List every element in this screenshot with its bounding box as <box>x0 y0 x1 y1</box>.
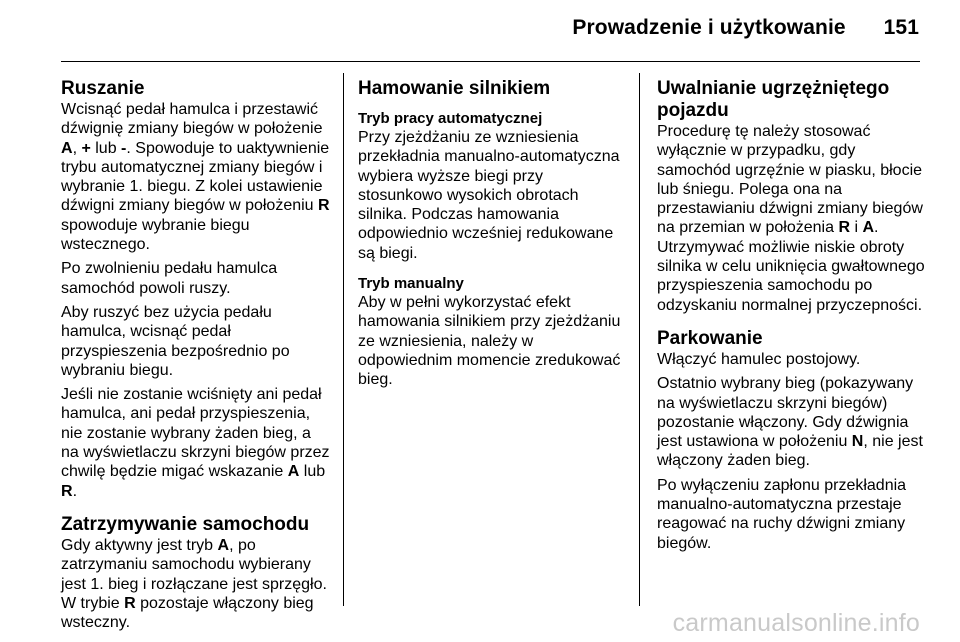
column-1 <box>61 78 333 637</box>
watermark: carmanualsonline.info <box>672 609 920 637</box>
position-letter: N <box>851 433 864 451</box>
position-letter: R <box>124 594 136 612</box>
text: i <box>850 219 863 237</box>
position-letter: R <box>838 219 850 237</box>
position-symbol: + <box>81 139 91 157</box>
position-letter: A <box>61 139 73 157</box>
position-letter: A <box>217 536 230 554</box>
paragraph: Aby ruszyć bez użycia pedału hamulca, wcisnąć pedał przyspieszenia bezpośrednio po wybraniu biegu. <box>61 303 290 379</box>
paragraph <box>61 100 333 254</box>
section-heading-ruszanie: Ruszanie <box>61 78 145 99</box>
position-letter: R <box>318 197 330 215</box>
page-header <box>0 16 919 40</box>
text: pozostaje włączony bieg wsteczny. <box>61 594 314 632</box>
text: Jeśli nie zostanie wciśnięty ani pedał hamulca, ani pedał przyspieszenia, nie zostanie wybrany żaden bieg, a na wyświetlaczu skrzyni biegów przez chwilę będzie migać wskazanie <box>61 386 330 481</box>
paragraph <box>61 385 333 501</box>
text: Ostatnio wybrany bieg (pokazywany na wyświetlaczu skrzyni biegów) pozostanie włączony. Gdy dźwignia jest ustawiona w położeniu <box>657 375 914 451</box>
position-letter: A <box>287 463 300 481</box>
text: Gdy aktywny jest tryb <box>61 536 218 554</box>
text: , po zatrzymaniu samochodu wybierany jest 1. bieg i rozłączane jest sprzęgło. W trybie <box>61 536 327 612</box>
paragraph: Aby w pełni wykorzystać efekt hamowania silnikiem przy zjeżdżaniu ze wzniesienia, należy w odpowiednim momencie zredukować bieg. <box>358 294 621 389</box>
section-zatrzymywanie <box>61 514 333 632</box>
column-divider-2 <box>639 73 640 606</box>
section-heading-zatrzymywanie: Zatrzymywanie samochodu <box>61 513 310 535</box>
paragraph <box>657 374 927 470</box>
text: . Spowoduje to uaktywnienie trybu automatycznej zmiany biegów i wybranie 1. biegu. Z kolei ustawienie dźwigni zmiany biegów w położeniu <box>61 139 330 215</box>
column-3 <box>657 78 927 558</box>
page-title: Prowadzenie i użytkowanie <box>572 16 846 39</box>
text: , nie jest włączony żaden bieg. <box>657 433 923 470</box>
subheading-manual-mode: Tryb manualny <box>358 275 464 293</box>
text: lub <box>90 139 122 157</box>
section-parkowanie <box>657 328 927 553</box>
paragraph <box>61 536 333 632</box>
page-number: 151 <box>883 16 919 39</box>
header-divider <box>61 61 920 62</box>
section-heading-uwalnianie: Uwalnianie ugrzężniętego pojazdu <box>657 78 890 121</box>
column-divider-1 <box>343 73 344 606</box>
text: Wcisnąć pedał hamulca i przestawić dźwignię zmiany biegów w położenie <box>61 101 323 138</box>
section-heading-parkowanie: Parkowanie <box>657 327 763 349</box>
paragraph: Po wyłączeniu zapłonu przekładnia manualno-automatyczna przestaje reagować na ruchy dźwigni zmiany biegów. <box>657 476 907 552</box>
position-letter: A <box>862 219 875 237</box>
text: , <box>72 139 82 157</box>
paragraph: Po zwolnieniu pedału hamulca samochód powoli ruszy. <box>61 260 278 297</box>
position-symbol: - <box>121 139 127 157</box>
text: . Utrzymywać możliwie niskie obroty silnika w celu uniknięcia gwałtownego przyspieszenia samochodu po odzyskaniu normalnej przyczepności. <box>657 219 925 314</box>
column-2 <box>358 78 630 395</box>
subheading-auto-mode: Tryb pracy automatycznej <box>358 110 543 127</box>
text: Procedurę tę należy stosować wyłącznie w przypadku, gdy samochód ugrzęźnie w piasku, błocie lub śniegu. Polega ona na przestawianiu dźwigni zmiany biegów na przemian w położenia <box>657 123 923 237</box>
text: spowoduje wybranie biegu wstecznego. <box>61 216 250 254</box>
text: lub <box>299 463 326 481</box>
text: . <box>72 482 78 500</box>
paragraph: Przy zjeżdżaniu ze wzniesienia przekładnia manualno-automatyczna wybiera wyższe biegi przy stosunkowo wysokich obrotach silnika. Podczas hamowania odpowiednio wcześniej redukowane są biegi. <box>358 129 620 262</box>
paragraph: Włączyć hamulec postojowy. <box>657 350 861 368</box>
paragraph <box>657 122 927 315</box>
section-heading-hamowanie: Hamowanie silnikiem <box>358 78 551 99</box>
position-letter: R <box>61 482 73 500</box>
